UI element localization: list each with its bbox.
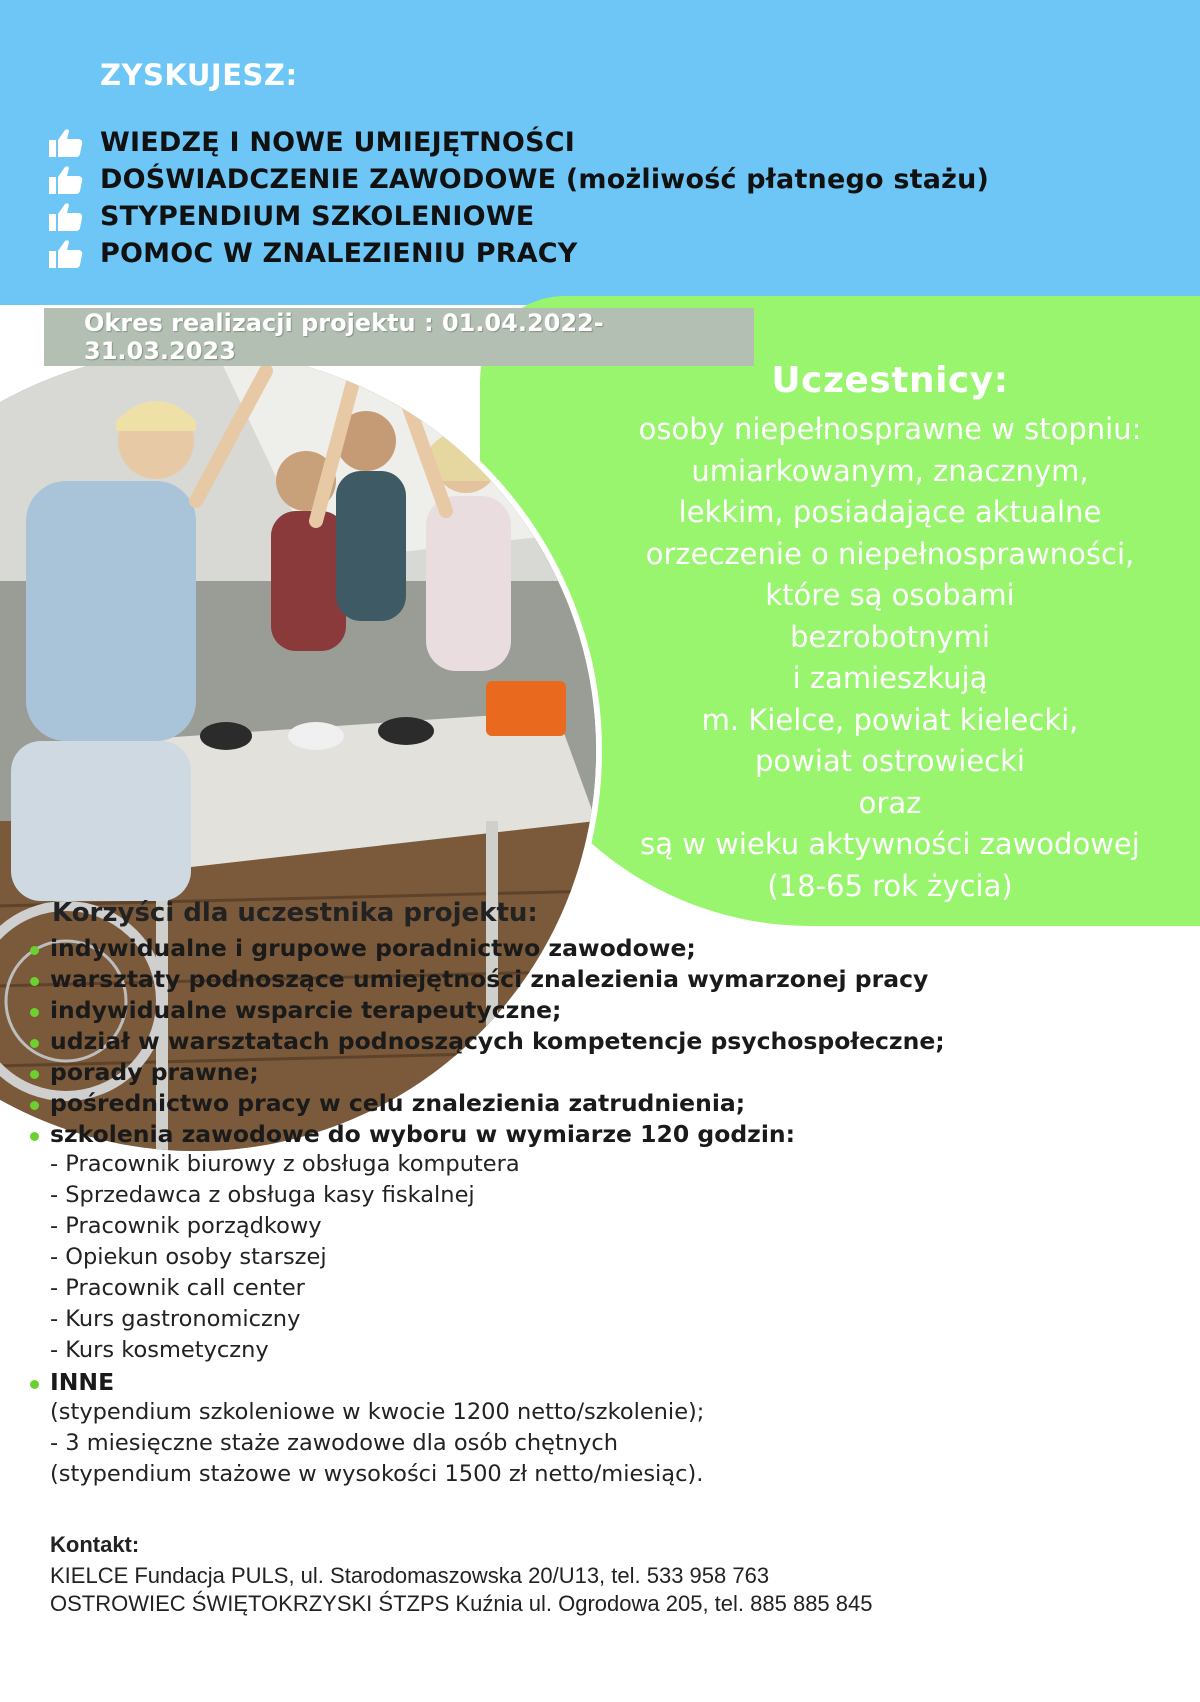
bullet-dot-icon: [30, 946, 39, 955]
bullet-dot-icon: [30, 1070, 39, 1079]
benefit-item: [30, 963, 945, 994]
participants-line: które są osobami: [765, 578, 1015, 612]
benefit-item: [30, 1025, 945, 1056]
course-item: - Kurs gastronomiczny: [50, 1306, 301, 1332]
participants-line: umiarkowanym, znacznym,: [691, 453, 1089, 488]
gains-heading: ZYSKUJESZ:: [100, 58, 298, 92]
project-period-bar: [44, 308, 754, 366]
participants-line: bezrobotnymi: [790, 619, 990, 654]
benefit-text: porady prawne;: [50, 1057, 259, 1086]
thumbs-up-icon: [48, 164, 84, 196]
participants-line: m. Kielce, powiat kielecki,: [701, 702, 1079, 737]
thumbs-up-icon: [48, 238, 84, 270]
benefit-item: [30, 1056, 945, 1087]
participants-block: [620, 360, 1160, 907]
participants-line: osoby niepełnosprawne w stopniu:: [638, 412, 1142, 446]
benefits-section: [30, 898, 945, 1490]
benefit-item: [30, 1087, 945, 1118]
participants-line: (18-65 rok życia): [767, 868, 1013, 903]
course-item: - Opiekun osoby starszej: [50, 1244, 327, 1270]
course-item: - Pracownik porządkowy: [50, 1213, 322, 1239]
gain-text: DOŚWIADCZENIE ZAWODOWE: [100, 164, 566, 195]
benefit-text: INNE: [50, 1367, 115, 1396]
contact-line: OSTROWIEC ŚWIĘTOKRZYSKI ŚTZPS Kuźnia ul. Ogrodowa 205, tel. 885 885 845: [50, 1591, 873, 1616]
bullet-dot-icon: [30, 1132, 39, 1141]
gain-item: [48, 198, 989, 235]
other-line: (stypendium stażowe w wysokości 1500 zł netto/miesiąc).: [50, 1461, 704, 1487]
benefit-text: szkolenia zawodowe do wyboru w wymiarze 120 godzin:: [50, 1119, 796, 1148]
bullet-dot-icon: [30, 1008, 39, 1017]
participants-line: są w wieku aktywności zawodowej: [640, 827, 1140, 861]
contact-section: [50, 1532, 873, 1618]
other-line: - 3 miesięczne staże zawodowe dla osób chętnych: [50, 1430, 619, 1456]
participants-line: oraz: [858, 785, 922, 820]
benefit-text: indywidualne wsparcie terapeutyczne;: [50, 995, 562, 1024]
course-item: - Sprzedawca z obsługa kasy fiskalnej: [50, 1182, 475, 1208]
participants-line: lekkim, posiadające aktualne: [678, 495, 1102, 529]
course-item: - Pracownik call center: [50, 1275, 305, 1301]
thumbs-up-icon: [48, 127, 84, 159]
gain-item: [48, 235, 989, 272]
project-period-text: Okres realizacji projektu : 01.04.2022-31.03.2023: [84, 309, 604, 365]
course-item: - Pracownik biurowy z obsługa komputera: [50, 1151, 520, 1177]
benefit-item-other: [30, 1366, 945, 1397]
benefit-text: indywidualne i grupowe poradnictwo zawodowe;: [50, 933, 696, 962]
participants-line: powiat ostrowiecki: [755, 744, 1025, 778]
participants-line: orzeczenie o niepełnosprawności,: [645, 536, 1135, 571]
bullet-dot-icon: [30, 1039, 39, 1048]
contact-title: Kontakt:: [50, 1532, 140, 1557]
gain-text: STYPENDIUM SZKOLENIOWE: [100, 201, 535, 232]
gain-text: POMOC W ZNALEZIENIU PRACY: [100, 238, 578, 269]
thumbs-up-icon: [48, 201, 84, 233]
benefit-item: [30, 994, 945, 1025]
gain-item: [48, 124, 989, 161]
participants-title: Uczestnicy:: [771, 360, 1009, 401]
participants-line: i zamieszkują: [792, 661, 988, 695]
gain-item: [48, 161, 989, 198]
other-line: (stypendium szkoleniowe w kwocie 1200 netto/szkolenie);: [50, 1399, 705, 1425]
bullet-dot-icon: [30, 977, 39, 986]
course-item: - Kurs kosmetyczny: [50, 1337, 269, 1363]
benefit-text: warsztaty podnoszące umiejętności znalezienia wymarzonej pracy: [50, 964, 929, 993]
gain-extra: (możliwość płatnego stażu): [565, 164, 990, 195]
benefit-item: [30, 932, 945, 963]
gain-text: WIEDZĘ I NOWE UMIEJĘTNOŚCI: [100, 127, 575, 158]
bullet-dot-icon: [30, 1380, 39, 1389]
benefit-text: pośrednictwo pracy w celu znalezienia zatrudnienia;: [50, 1088, 746, 1117]
bullet-dot-icon: [30, 1101, 39, 1110]
benefits-title: Korzyści dla uczestnika projektu:: [52, 898, 538, 928]
benefit-text: udział w warsztatach podnoszących kompetencje psychospołeczne;: [50, 1026, 945, 1055]
contact-line: KIELCE Fundacja PULS, ul. Starodomaszowska 20/U13, tel. 533 958 763: [50, 1563, 770, 1588]
gains-list: [48, 124, 989, 272]
benefit-item: [30, 1118, 945, 1149]
